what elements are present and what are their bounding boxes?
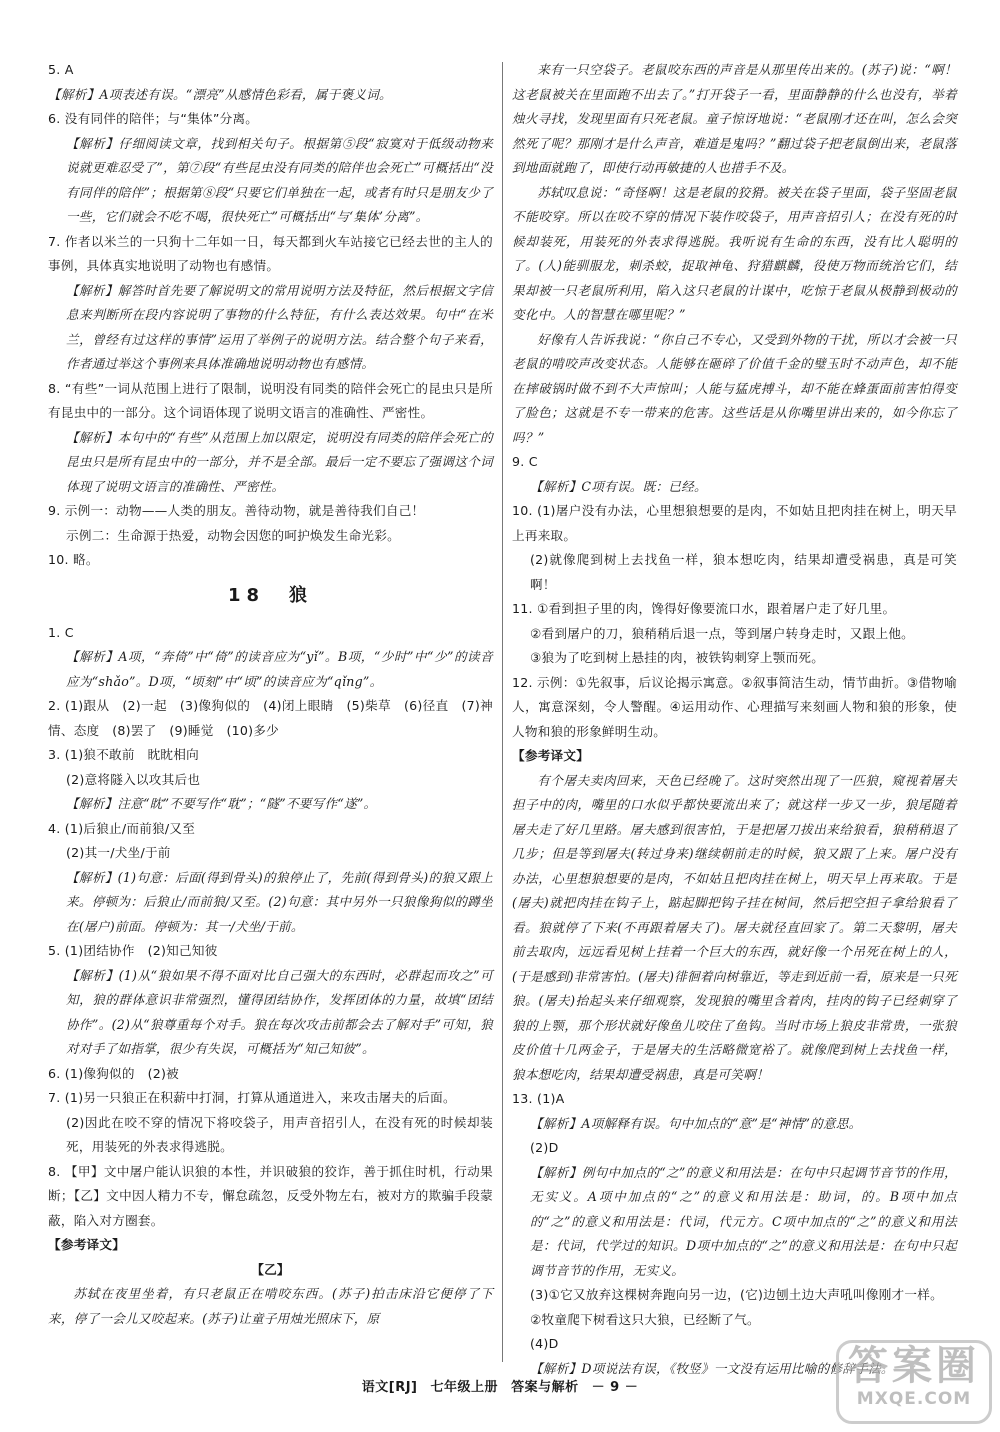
text-line: (2)因此在咬不穿的情况下将咬袋子，用声音招引人，在没有死的时候却装死，用装死的外表求得逃脱。	[66, 1114, 493, 1154]
subsection-label: 【乙】	[251, 1261, 290, 1277]
answer-item: 8. 【甲】文中屠户能认识狼的本性，并识破狼的狡诈，善于抓住时机，行动果断；【乙】文中因人精力不专，懈怠疏忽，反受外物左右，被对方的欺骗手段蒙蔽，陷入对方圈套。	[48, 1163, 493, 1228]
answer-item: 5. (1)团结协作 (2)知己知彼	[48, 943, 218, 958]
answer-item: 4. (1)后狼止/而前狼/又至	[48, 820, 196, 836]
answer-item: 1. C	[48, 624, 74, 640]
translation-paragraph: 苏轼在夜里坐着，有只老鼠正在啃咬东西。(苏子)拍击床沿它便停了下来，停了一会儿又咬起来。(苏子)让童子用烛光照床下，原	[48, 1286, 493, 1326]
reference-heading: 【参考译文】	[48, 1237, 126, 1252]
text-line: (2)意将隧入以攻其后也	[66, 771, 201, 787]
analysis-text: 【解析】A项表述有误。“漂亮”从感情色彩看，属于褒义词。	[48, 86, 392, 102]
analysis-text: 【解析】本句中的“有些”从范围上加以限定，说明没有同类的陪伴会死亡的昆虫只是所有昆虫中的一部分，并不是全部。最后一定不要忘了强调这个词体现了说明文语言的准确性、严密性。	[66, 429, 493, 494]
text-line: ②看到屠户的刀，狼稍稍后退一点，等到屠户转身走时，又跟上他。	[530, 625, 915, 641]
page-footer	[300, 1376, 700, 1395]
analysis-text: 【解析】例句中加点的“之”的意义和用法是：在句中只起调节音节的作用，无实义。A项中加点的“之”的意义和用法是：助词，的。B项中加点的“之”的意义和用法是：代词，代元方。C项中加点的“之”的意义和用法是：代词，代学过的知识。D项中加点的“之”的意义和用法是：在句中只起调节音节的作用，无实义。	[530, 1164, 957, 1278]
translation-paragraph: 有个屠夫卖肉回来，天色已经晚了。这时突然出现了一匹狼，窥视着屠夫担子中的肉，嘴里的口水似乎都快要流出来了；就这样一步又一步，狼尾随着屠夫走了好几里路。屠夫感到很害怕，于是把屠刀拔出来给狼看，狼稍稍退了几步；但是等到屠夫(转过身来)继续朝前走的时候，狼又跟了上来。屠户没有办法，心里想狼想要的是肉，不如姑且把肉挂在树上，明天早上再来取。于是(屠夫)就把肉挂在钩子上，踮起脚把钩子挂在树间，然后把空担子拿给狼看了看。狼就停了下来(不再跟着屠夫了)。屠夫就径直回家了。第二天黎明，屠夫前去取肉，远远看见树上挂着一个巨大的东西，就好像一个吊死在树上的人，(于是感到)非常害怕。(屠夫)徘徊着向树靠近，等走到近前一看，原来是一只死狼。(屠夫)抬起头来仔细观察，发现狼的嘴里含着肉，挂肉的钩子已经刺穿了狼的上颚，那个形状就好像鱼儿咬住了鱼钩。当时市场上狼皮非常贵，一张狼皮价值十几两金子，于是屠夫的生活略微宽裕了。就像爬到树上去找鱼一样，狼本想吃肉，结果却遭受祸患，真是可笑啊！	[512, 772, 957, 1082]
answer-item: 12. 示例：①先叙事，后议论揭示寓意。②叙事简洁生动，情节曲折。③借物喻人，寓意深刻，令人警醒。④运用动作、心理描写来刻画人物和狼的形象，使人物和狼的形象鲜明生动。	[512, 674, 957, 739]
watermark-logo	[836, 1340, 992, 1424]
left-column	[48, 58, 493, 1363]
answer-item: 6. (1)像狗似的 (2)被	[48, 1065, 180, 1081]
analysis-text: 【解析】A项解释有误。句中加点的“意”是“神情”的意思。	[530, 1115, 862, 1131]
text-line: (2)其一/犬坐/于前	[66, 845, 171, 860]
answer-item: 10. 略。	[48, 552, 99, 567]
translation-paragraph: 来有一只空袋子。老鼠咬东西的声音是从那里传出来的。(苏子)说：“啊！这老鼠被关在里面跑不出去了。”打开袋子一看，里面静静的什么也没有，举着烛火寻找，发现里面有只死老鼠。童子惊讶地说：“老鼠刚才还在叫，怎么会突然死了呢？那刚才是什么声音，难道是鬼吗？”翻过袋子把老鼠倒出来，老鼠落到地面就跑了，即使行动再敏捷的人也措手不及。	[512, 62, 957, 175]
text-line: ②牧童爬下树看这只大狼，已经断了气。	[530, 1311, 760, 1327]
page-number: － 9 －	[591, 1380, 639, 1395]
analysis-text: 【解析】A项，“奔倚”中“倚”的读音应为“yǐ”。B项，“少时”中“少”的读音应为“shǎo”。D项，“顷刻”中“顷”的读音应为“qǐng”。	[66, 649, 493, 689]
text-line: ③狼为了吃到树上悬挂的肉，被铁钩刺穿上颚而死。	[530, 650, 825, 665]
text-line: (3)①它又放弃这棵树奔跑向另一边，(它)边刨土边大声吼叫像刚才一样。	[530, 1287, 943, 1302]
analysis-text: 【解析】D项说法有误，《牧竖》一文没有运用比喻的修辞手法。	[530, 1360, 894, 1376]
text-line: (4)D	[530, 1336, 559, 1351]
column-divider	[502, 62, 503, 1362]
text-line: 示例二：生命源于热爱，动物会因您的呵护焕发生命光彩。	[66, 527, 400, 543]
answer-item: 7. 作者以米兰的一只狗十二年如一日，每天都到火车站接它已经去世的主人的事例，具体真实地说明了动物也有感情。	[48, 233, 493, 273]
reference-heading: 【参考译文】	[512, 748, 590, 763]
translation-paragraph: 苏轼叹息说：“奇怪啊！这是老鼠的狡猾。被关在袋子里面，袋子坚固老鼠不能咬穿。所以在咬不穿的情况下装作咬袋子，用声音招引人；在没有死的时候却装死，用装死的外表求得逃脱。我听说有生命的东西，没有比人聪明的了。(人)能驯服龙，刺杀蛟，捉取神龟、狩猎麒麟，役使万物而统治它们，结果却被一只老鼠所利用，陷入这只老鼠的计谋中，吃惊于老鼠从极静到极动的变化中。人的智慧在哪里呢？”	[512, 184, 957, 322]
analysis-text: 【解析】解答时首先要了解说明文的常用说明方法及特征，然后根据文字信息来判断所在段内容说明了事物的什么特征，有什么表达效果。句中“在米兰，曾经有过这样的事情”运用了举例子的说明方法。结合整个句子来看，作者通过举这个事例来具体准确地说明动物也有感情。	[66, 282, 493, 371]
analysis-text: 【解析】(1)句意：后面(得到骨头)的狼停止了，先前(得到骨头)的狼又跟上来。停顿为：后狼止/而前狼/又至。(2)句意：其中另外一只狼像狗似的蹲坐在(屠户)前面。停顿为：其一/犬坐/于前。	[66, 869, 493, 934]
answer-item: 11. ①看到担子里的肉，馋得好像要流口水，跟着屠户走了好几里。	[512, 601, 896, 616]
answer-item: 2. (1)跟从 (2)一起 (3)像狗似的 (4)闭上眼睛 (5)柴草 (6)径直 (7)神情、态度 (8)罢了 (9)睡觉 (10)多少	[48, 698, 493, 738]
footer-subject: 语文[RJ]	[361, 1380, 418, 1395]
analysis-text: 【解析】C项有误。既：已经。	[530, 478, 707, 494]
answer-item: 7. (1)另一只狼正在积薪中打洞，打算从通道进入，来攻击屠夫的后面。	[48, 1090, 456, 1105]
analysis-text: 【解析】(1)从“狼如果不得不面对比自己强大的东西时，必群起而攻之”可知，狼的群体意识非常强烈，懂得团结协作，发挥团体的力量，故填“团结协作”。(2)从“狼尊重每个对手。狼在每次攻击前都会去了解对手”可知，狼对对手了如指掌，很少有失误，可概括为“知己知彼”。	[66, 967, 493, 1056]
analysis-text: 【解析】注意“眈”不要写作“耽”；“隧”不要写作“遂”。	[66, 796, 377, 811]
answer-item: 3. (1)狼不敢前 眈眈相向	[48, 747, 199, 762]
answer-item: 5. A	[48, 62, 74, 77]
footer-label: 答案与解析	[511, 1380, 579, 1395]
answer-item: 8. “有些”一词从范围上进行了限制，说明没有同类的陪伴会死亡的昆虫只是所有昆虫中的一部分。这个词语体现了说明文语言的准确性、严密性。	[48, 380, 493, 420]
analysis-text: 【解析】仔细阅读文章，找到相关句子。根据第⑤段“寂寞对于低级动物来说就更难忍受了”，第⑦段“有些昆虫没有同类的陪伴也会死亡”可概括出“没有同伴的陪伴”；根据第⑧段“只要它们单独在一起，或者有时只是朋友少了一些，它们就会不吃不喝，很快死亡”可概括出“与‘集体’分离”。	[66, 135, 493, 224]
answer-item: 13. (1)A	[512, 1091, 565, 1106]
watermark-url: MXQE.COM	[856, 1389, 972, 1409]
text-line: (2)D	[530, 1140, 559, 1155]
answer-item: 9. 示例一：动物——人类的朋友。善待动物，就是善待我们自己！	[48, 503, 425, 518]
answer-item: 10. (1)屠户没有办法，心里想狼想要的是肉，不如姑且把肉挂在树上，明天早上再来取。	[512, 503, 957, 543]
watermark-text: 答案圈	[848, 1343, 980, 1389]
translation-paragraph: 好像有人告诉我说：“你自己不专心，又受到外物的干扰，所以才会被一只老鼠的啃咬声改变状态。人能够在砸碎了价值千金的璧玉时不动声色，却不能在摔破锅时做不到不大声惊叫；人能与猛虎搏斗，却不能在蜂蛋面前害怕得变了脸色；这就是不专一带来的危害。这些话是从你嘴里讲出来的，如今你忘了吗？”	[512, 331, 957, 445]
text-line: (2)就像爬到树上去找鱼一样，狼本想吃肉，结果却遭受祸患，真是可笑啊！	[530, 552, 957, 592]
answer-item: 6. 没有同伴的陪伴；与“集体”分离。	[48, 111, 259, 126]
answer-item: 9. C	[512, 454, 538, 469]
footer-grade: 七年级上册	[430, 1380, 499, 1395]
section-title: 18 狼	[227, 584, 314, 606]
